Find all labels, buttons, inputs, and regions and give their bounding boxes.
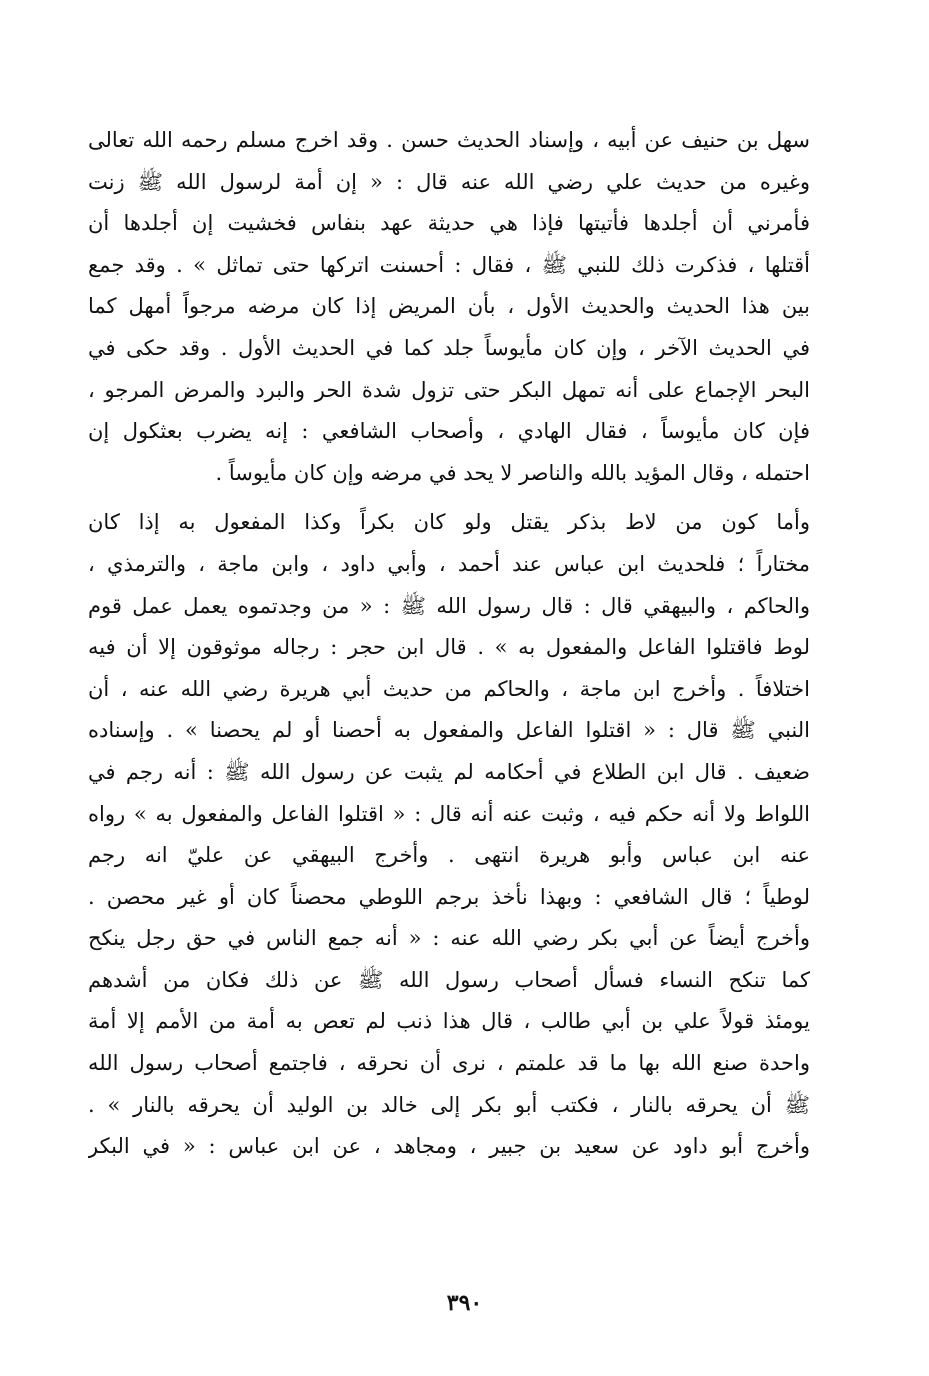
paragraph-2 [88, 502, 810, 1168]
text-line: النبي ﷺ قال : « اقتلوا الفاعل والمفعول به أحصنا أو لم يحصنا » . وإسناده [88, 718, 810, 743]
text-line: واحدة صنع الله بها ما قد علمتم ، نرى أن نحرقه ، فاجتمع أصحاب رسول الله [88, 1051, 810, 1076]
text-line: ﷺ أن يحرقه بالنار ، فكتب أبو بكر إلى خالد بن الوليد أن يحرقه بالنار » . [88, 1092, 810, 1117]
page-body [88, 120, 810, 1168]
text-line: اختلافاً . وأخرج ابن ماجة ، والحاكم من حديث أبي هريرة رضي الله عنه ، أن [88, 676, 810, 701]
text-line: بين هذا الحديث والحديث الأول ، بأن المريض إذا كان مرضه مرجواً أمهل كما [88, 294, 810, 319]
text-line: فأمرني أن أجلدها فأتيتها فإذا هي حديثة عهد بنفاس فخشيت إن أجلدها أن [88, 211, 810, 236]
text-line: أقتلها ، فذكرت ذلك للنبي ﷺ ، فقال : أحسنت اتركها حتى تماثل » . وقد جمع [88, 252, 810, 277]
text-line: ضعيف . قال ابن الطلاع في أحكامه لم يثبت عن رسول الله ﷺ : أنه رجم في [88, 759, 810, 784]
text-line: مختاراً ؛ فلحديث ابن عباس عند أحمد ، وأبي داود ، وابن ماجة ، والترمذي ، [88, 551, 810, 576]
text-line: اللواط ولا أنه حكم فيه ، وثبت عنه أنه قال : « اقتلوا الفاعل والمفعول به » رواه [88, 801, 810, 826]
text-line: وأخرج أيضاً عن أبي بكر رضي الله عنه : « أنه جمع الناس في حق رجل ينكح [88, 926, 810, 951]
text-line: يومئذ قولاً علي بن أبي طالب ، قال هذا ذنب لم تعص به أمة من الأمم إلا أمة [88, 1009, 810, 1034]
text-line: في الحديث الآخر ، وإن كان مأيوساً جلد كما في الحديث الأول . وقد حكى في [88, 335, 810, 360]
text-line: فإن كان مأيوساً ، فقال الهادي ، وأصحاب الشافعي : إنه يضرب بعثكول إن [88, 419, 810, 444]
text-line: لوطياً ؛ قال الشافعي : وبهذا نأخذ برجم اللوطي محصناً كان أو غير محصن . [88, 884, 810, 909]
text-line: البحر الإجماع على أنه تمهل البكر حتى تزول شدة الحر والبرد والمرض المرجو ، [88, 377, 810, 402]
text-line: وأخرج أبو داود عن سعيد بن جبير ، ومجاهد ، عن ابن عباس : « في البكر [88, 1134, 810, 1159]
text-line: والحاكم ، والبيهقي قال : قال رسول الله ﷺ : « من وجدتموه يعمل عمل قوم [88, 593, 810, 618]
text-line: وأما كون من لاط بذكر يقتل ولو كان بكراً وكذا المفعول به إذا كان [88, 510, 810, 535]
text-line: لوط فاقتلوا الفاعل والمفعول به » . قال ابن حجر : رجاله موثوقون إلا أن فيه [88, 635, 810, 660]
text-line: وغيره من حديث علي رضي الله عنه قال : « إن أمة لرسول الله ﷺ زنت [88, 169, 810, 194]
text-line: عنه ابن عباس وأبو هريرة انتهى . وأخرج البيهقي عن عليّ انه رجم [88, 843, 810, 868]
text-line: كما تنكح النساء فسأل أصحاب رسول الله ﷺ عن ذلك فكان من أشدهم [88, 967, 810, 992]
text-line: سهل بن حنيف عن أبيه ، وإسناد الحديث حسن . وقد اخرج مسلم رحمه الله تعالى [88, 128, 810, 152]
page-number: ٣٩٠ [446, 1290, 483, 1316]
text-line: احتمله ، وقال المؤيد بالله والناصر لا يحد في مرضه وإن كان مأيوساً . [215, 460, 810, 485]
paragraph-1 [88, 120, 810, 494]
